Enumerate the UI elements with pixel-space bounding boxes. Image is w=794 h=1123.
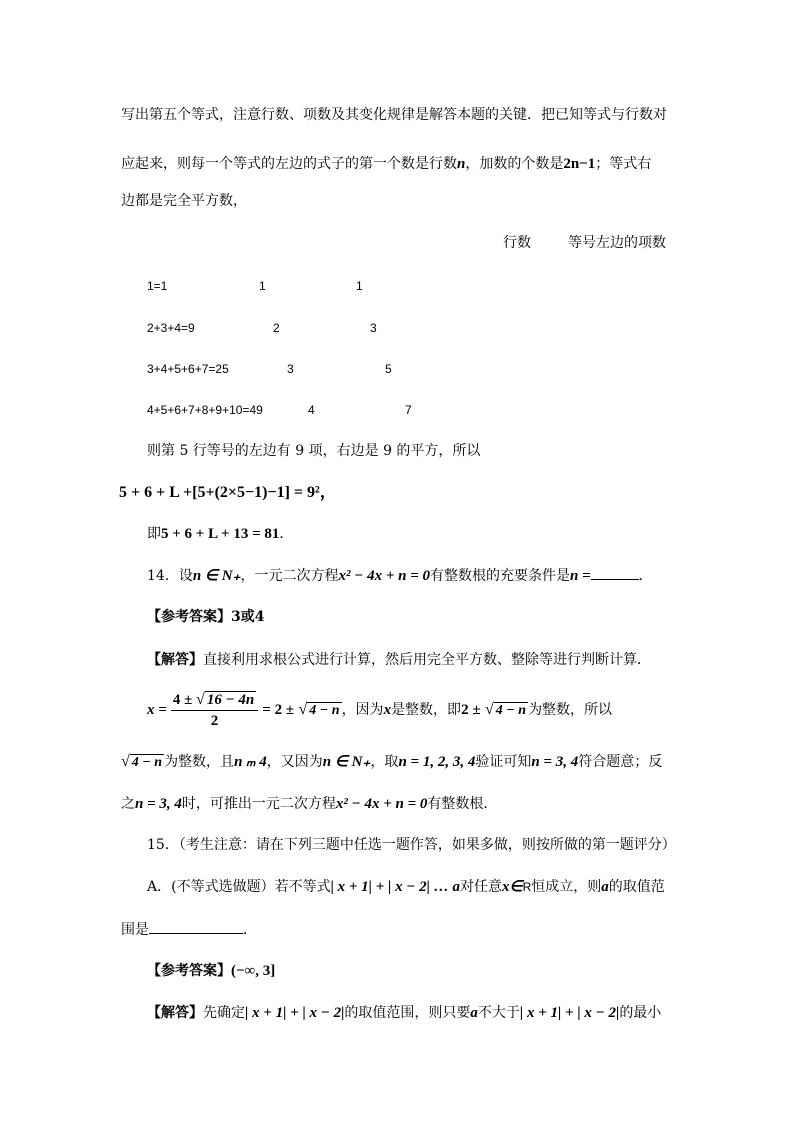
- text: 验证可知: [475, 754, 532, 770]
- answer-label: 【参考答案】: [147, 963, 231, 979]
- eq2: = 2 ±: [262, 702, 295, 718]
- table-eq-2: 2+3+4=9: [147, 321, 195, 335]
- q-label: 14．设: [147, 568, 193, 584]
- solution-15: [147, 1003, 661, 1023]
- radicand: 4 − n: [131, 755, 163, 770]
- question-14: [147, 565, 653, 586]
- table-terms-2: 3: [370, 321, 377, 335]
- solution-14-line3: [121, 794, 497, 814]
- table-row-4: 4: [308, 403, 315, 417]
- text: 是整数，即: [391, 702, 462, 718]
- text: 有整数根的充要条件是: [430, 568, 571, 584]
- eq3: 2 ±: [461, 702, 481, 718]
- sqrt: √ 4 − n: [121, 753, 163, 770]
- vals: n = 1, 2, 3, 4: [398, 754, 476, 770]
- solution-label: 【解答】: [147, 652, 203, 668]
- text: ．: [243, 922, 257, 938]
- table-eq-1: 1=1: [147, 279, 168, 293]
- fraction: [171, 690, 258, 731]
- text: 不大于: [477, 1005, 520, 1021]
- formula-1: 5 + 6 + L +[5+(2×5−1)−1] = 9²，: [119, 484, 336, 501]
- answer-label: 【参考答案】: [147, 609, 231, 625]
- fraction-numerator: [171, 690, 258, 711]
- text: ，因为: [341, 702, 384, 718]
- solution-label: 【解答】: [147, 1005, 203, 1021]
- answer-value: (−∞, 3]: [231, 963, 276, 979]
- expr: | x + 1| + | x − 2|: [245, 1005, 345, 1021]
- sqrt: √ 4 − n: [485, 701, 527, 718]
- radicand: 16 − 4n: [206, 691, 255, 708]
- formula-2-line: [147, 524, 293, 544]
- question-15: 15．（考生注意：请在下列三题中任选一题作答，如果多做，则按所做的第一题评分）: [147, 837, 676, 853]
- text: 有整数根．: [427, 796, 498, 812]
- radicand: 4 − n: [495, 703, 527, 718]
- x-var: x: [383, 702, 392, 718]
- ineq: | x + 1| + | x − 2| … a: [330, 879, 460, 895]
- var-a: a: [470, 1005, 478, 1021]
- solution-text: 直接利用求根公式进行计算，然后用完全平方数、整除等进行判断计算．: [203, 652, 651, 668]
- text: 符合题意；反: [578, 754, 663, 770]
- text: ，又因为: [266, 754, 323, 770]
- q-cond: n ∈ N₊: [192, 568, 241, 584]
- table-header-terms: 等号左边的项数: [568, 235, 666, 251]
- q-eq: x² − 4x + n = 0: [338, 568, 431, 584]
- table-header-row: 行数: [503, 235, 531, 251]
- text: ；等式右: [595, 156, 652, 172]
- text: 为整数，且: [164, 754, 235, 770]
- text: 之: [121, 796, 135, 812]
- text: 应起来，则每一个等式的左边的式子的第一个数是行数: [121, 156, 457, 172]
- text: 时，可推出一元二次方程: [181, 796, 336, 812]
- solution-14: [147, 650, 651, 670]
- table-eq-3: 3+4+5+6+7=25: [147, 362, 229, 376]
- table-terms-3: 5: [385, 362, 392, 376]
- formula-2: 5 + 6 + L + 13 = 81: [161, 526, 280, 542]
- sqrt: √ 16 − 4n: [196, 690, 255, 708]
- eq: x² − 4x + n = 0: [335, 796, 428, 812]
- expr: | x + 1| + | x − 2|: [519, 1005, 620, 1021]
- num-text: 4 ±: [172, 691, 193, 708]
- table-row-2: 2: [273, 321, 280, 335]
- answer-value: 3或4: [231, 609, 265, 625]
- x-eq: x =: [147, 702, 167, 718]
- table-terms-4: 7: [405, 403, 412, 417]
- math-n: n: [457, 156, 466, 172]
- text: ，一元二次方程: [240, 568, 339, 584]
- text: 对任意: [459, 879, 502, 895]
- text: 的取值范: [608, 879, 665, 895]
- conclusion-text: 则第 5 行等号的左边有 9 项，右边是 9 的平方，所以: [147, 443, 481, 459]
- table-terms-1: 1: [356, 279, 363, 293]
- answer-blank: [591, 565, 639, 580]
- para-line-2: [121, 154, 651, 174]
- question-15a: [147, 877, 665, 897]
- text: 先确定: [203, 1005, 245, 1021]
- question-15a-line2: [121, 919, 257, 940]
- text: ．: [279, 526, 294, 542]
- text: 的取值范围，则只要: [344, 1005, 471, 1021]
- table-row-3: 3: [287, 362, 294, 376]
- solution-14-formula: [147, 687, 612, 734]
- text: A．(不等式选做题）若不等式: [147, 879, 331, 895]
- solution-14-line2: [121, 752, 662, 773]
- text: ，取: [370, 754, 399, 770]
- sqrt: √ 4 − n: [298, 701, 340, 718]
- math-expr: 2n−1: [563, 156, 596, 172]
- vals: n = 3, 4: [135, 796, 182, 812]
- para-line-3: 边都是完全平方数，: [121, 193, 247, 209]
- answer-15: [147, 961, 275, 981]
- set-r: R: [522, 880, 532, 894]
- ineq: n ₘ 4: [234, 754, 267, 770]
- cond: n ∈ N₊: [322, 754, 371, 770]
- answer-14: [147, 607, 264, 627]
- radicand: 4 − n: [309, 703, 340, 718]
- text: ．: [638, 568, 653, 584]
- text: 恒成立，则: [531, 879, 602, 895]
- text: ，加数的个数是: [465, 156, 564, 172]
- table-row-1: 1: [259, 279, 266, 293]
- var-a: a: [601, 879, 609, 895]
- text: 为整数，所以: [528, 702, 613, 718]
- fraction-denominator: 2: [210, 712, 219, 729]
- para-line-1: 写出第五个等式，注意行数、项数及其变化规律是解答本题的关键．把已知等式与行数对: [121, 107, 667, 123]
- text: 围是: [121, 922, 149, 938]
- table-eq-4: 4+5+6+7+8+9+10=49: [147, 403, 263, 417]
- text: 即: [147, 526, 161, 542]
- vals2: n = 3, 4: [531, 754, 579, 770]
- q-ans-var: n =: [570, 568, 591, 584]
- text: 的最小: [619, 1005, 662, 1021]
- cond: x∈: [501, 879, 523, 895]
- answer-blank: [149, 919, 243, 934]
